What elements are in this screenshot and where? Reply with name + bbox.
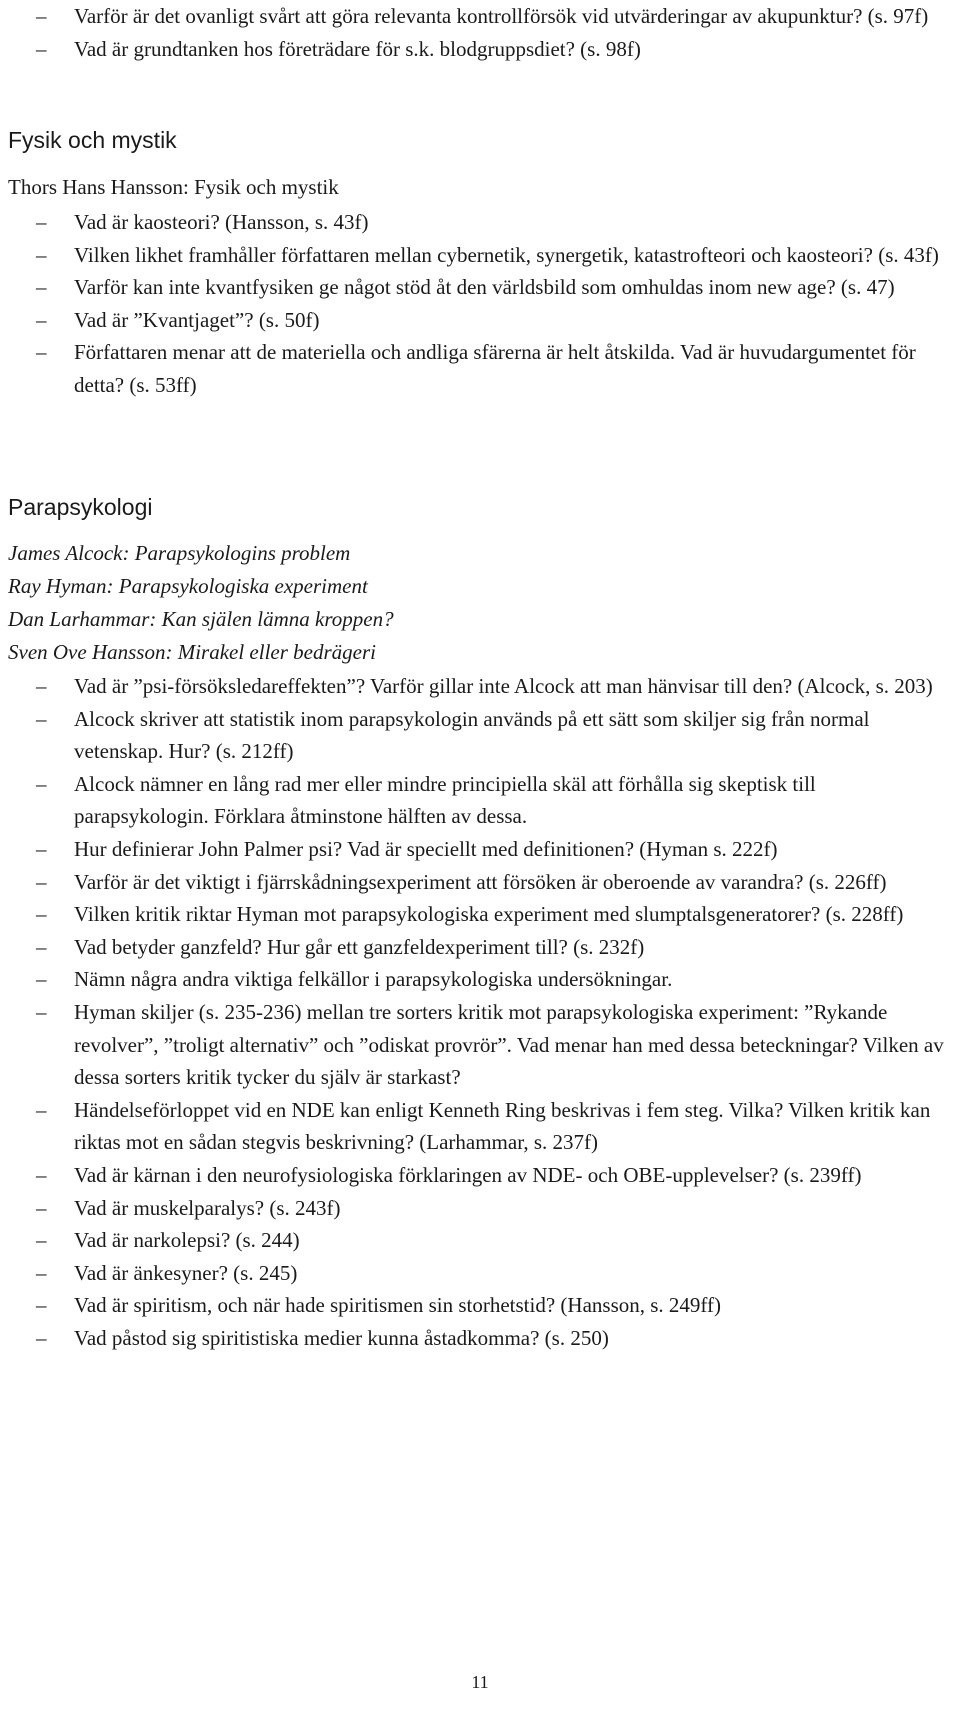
question-item: – Alcock skriver att statistik inom parapsykologin används på ett sätt som skiljer sig från normal vetenskap. Hur? (s. 212ff) [0, 703, 944, 768]
source-heading: James Alcock: Parapsykologins problem [8, 541, 351, 565]
question-item: – Vilken kritik riktar Hyman mot parapsykologiska experiment med slumptalsgeneratorer? (s. 228ff) [0, 898, 944, 931]
top-question-list [0, 0, 952, 65]
parapsykologi-question-list [0, 670, 952, 1354]
section-heading-fysik: Fysik och mystik [8, 127, 177, 153]
section-heading-parapsykologi: Parapsykologi [8, 494, 153, 520]
source-heading-list [0, 537, 394, 669]
question-item: – Varför kan inte kvantfysiken ge något stöd åt den världsbild som omhuldas inom new age? (s. 47) [0, 271, 944, 304]
question-item: – Vilken likhet framhåller författaren mellan cybernetik, synergetik, katastrofteori och kaosteori? (s. 43f) [0, 239, 944, 272]
source-heading: Dan Larhammar: Kan själen lämna kroppen? [8, 607, 394, 631]
question-item: – Vad är spiritism, och när hade spiritismen sin storhetstid? (Hansson, s. 249ff) [0, 1289, 944, 1322]
question-item: – Vad är ”psi-försöksledareffekten”? Varför gillar inte Alcock att man hänvisar till den? (Alcock, s. 203) [0, 670, 944, 703]
question-item: – Vad är muskelparalys? (s. 243f) [0, 1192, 944, 1225]
source-heading: Ray Hyman: Parapsykologiska experiment [8, 574, 368, 598]
question-item: – Vad är grundtanken hos företrädare för s.k. blodgruppsdiet? (s. 98f) [0, 33, 944, 66]
question-item: – Författaren menar att de materiella och andliga sfärerna är helt åtskilda. Vad är huvudargumentet för detta? (s. 53ff) [0, 336, 944, 401]
question-item: – Hyman skiljer (s. 235-236) mellan tre sorters kritik mot parapsykologiska experiment: ”Rykande revolver”, ”troligt alternativ” och ”odiskat provrör”. Vad menar han med dessa beteckningar? Vilken av dessa sorters kritik tycker du själv är starkast? [0, 996, 944, 1094]
question-item: – Händelseförloppet vid en NDE kan enligt Kenneth Ring beskrivas i fem steg. Vilka? Vilken kritik kan riktas mot en sådan stegvis beskrivning? (Larhammar, s. 237f) [0, 1094, 944, 1159]
source-heading: Sven Ove Hansson: Mirakel eller bedrägeri [8, 640, 376, 664]
question-item: – Vad är kärnan i den neurofysiologiska förklaringen av NDE- och OBE-upplevelser? (s. 239ff) [0, 1159, 944, 1192]
question-item: – Alcock nämner en lång rad mer eller mindre principiella skäl att förhålla sig skeptisk till parapsykologin. Förklara åtminstone hälften av dessa. [0, 768, 944, 833]
page-number: 11 [471, 1672, 489, 1692]
question-item: – Varför är det viktigt i fjärrskådningsexperiment att försöken är oberoende av varandra? (s. 226ff) [0, 866, 944, 899]
question-item: – Vad påstod sig spiritistiska medier kunna åstadkomma? (s. 250) [0, 1322, 944, 1355]
question-item: – Vad är narkolepsi? (s. 244) [0, 1224, 944, 1257]
question-item: – Vad är kaosteori? (Hansson, s. 43f) [0, 206, 944, 239]
fysik-question-list [0, 206, 952, 402]
question-item: – Vad är änkesyner? (s. 245) [0, 1257, 944, 1290]
question-item: – Varför är det ovanligt svårt att göra relevanta kontrollförsök vid utvärderingar av akupunktur? (s. 97f) [0, 0, 944, 33]
question-item: – Nämn några andra viktiga felkällor i parapsykologiska undersökningar. [0, 963, 944, 996]
question-item: – Hur definierar John Palmer psi? Vad är speciellt med definitionen? (Hyman s. 222f) [0, 833, 944, 866]
question-item: – Vad betyder ganzfeld? Hur går ett ganzfeldexperiment till? (s. 232f) [0, 931, 944, 964]
source-heading: Thors Hans Hansson: Fysik och mystik [8, 175, 339, 199]
question-item: – Vad är ”Kvantjaget”? (s. 50f) [0, 304, 944, 337]
